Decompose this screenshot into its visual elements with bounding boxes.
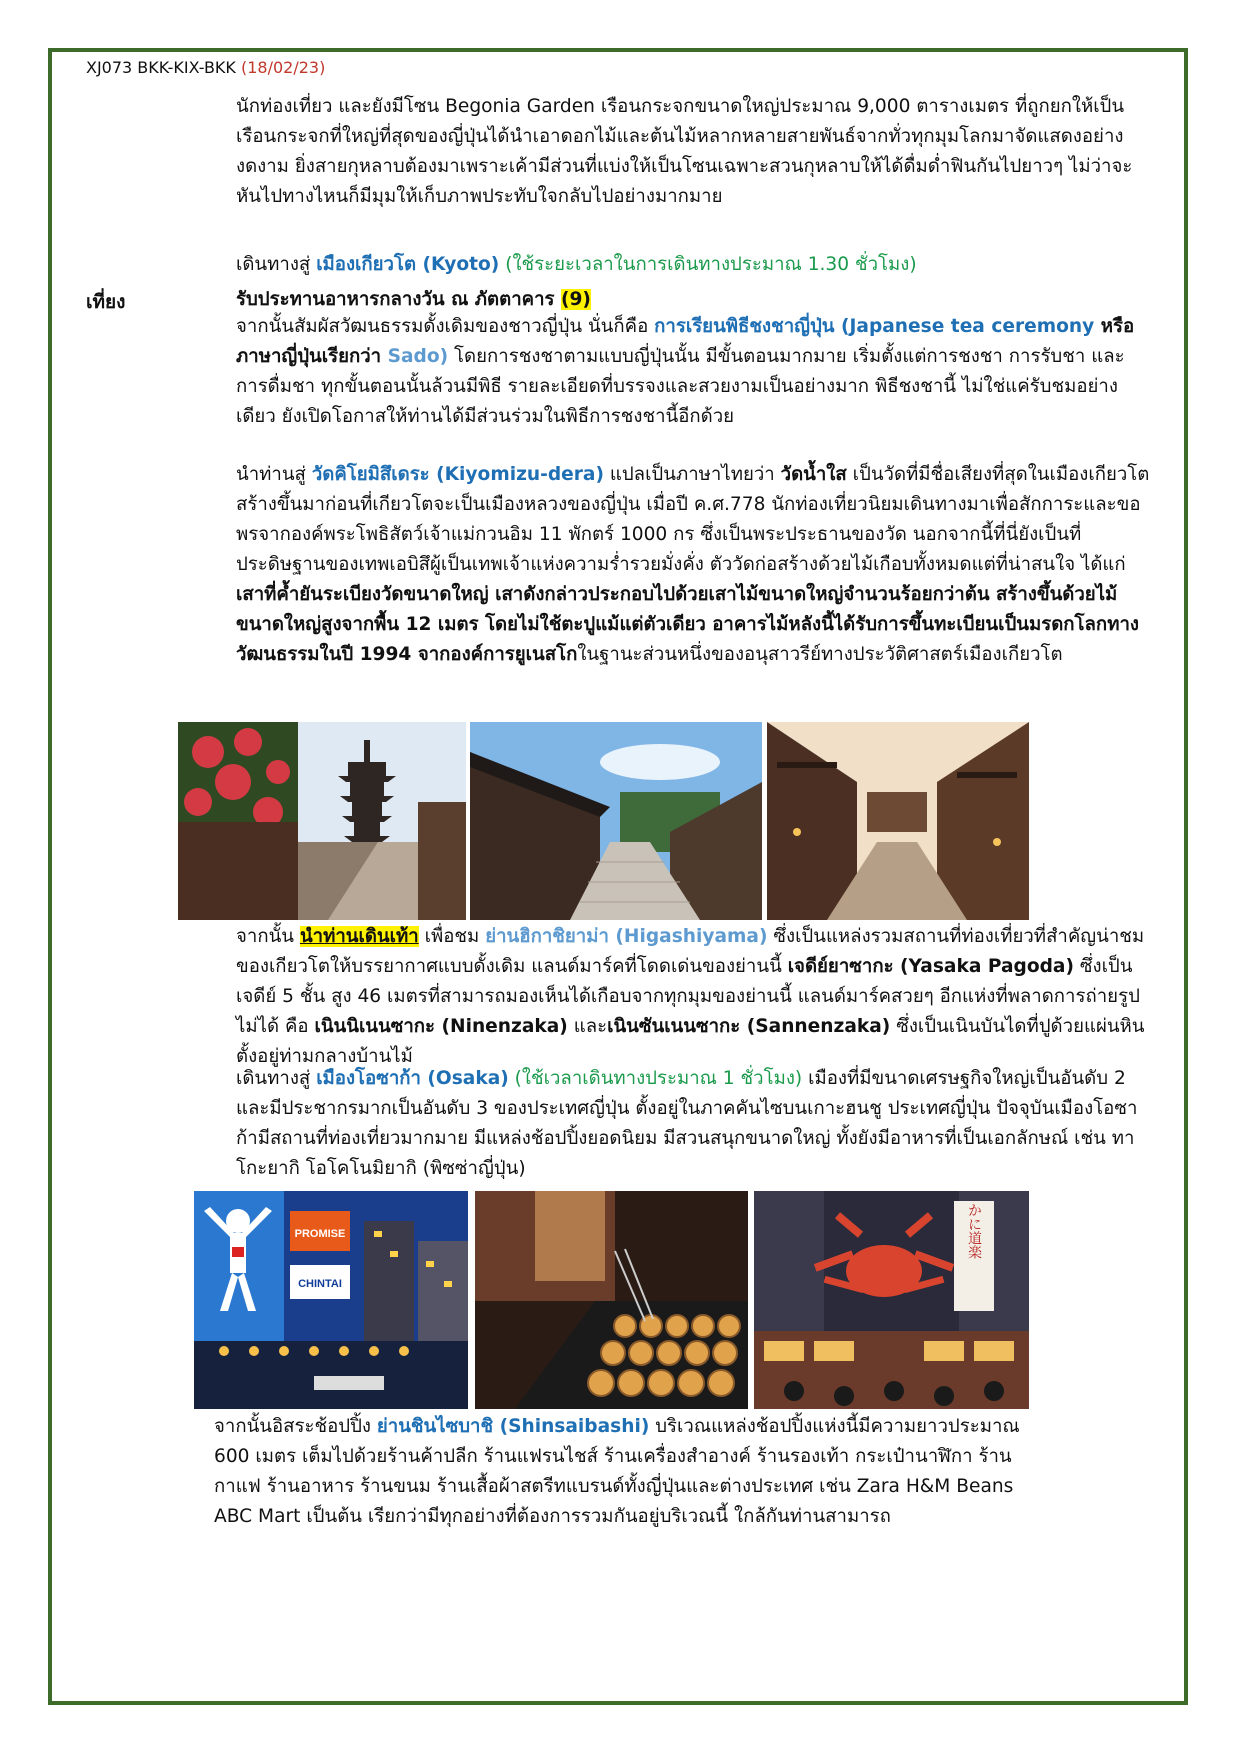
- meal-count-badge: (9): [560, 289, 591, 310]
- photo-takoyaki: [475, 1191, 748, 1409]
- kyoto-travel-time: (ใช้ระยะเวลาในการเดินทางประมาณ 1.30 ชั่วโมง): [499, 254, 917, 275]
- photo-sannenzaka-street: [767, 722, 1029, 920]
- sign-kani-doraku: かに道楽: [966, 1203, 982, 1259]
- sign-promise: PROMISE: [294, 1228, 346, 1240]
- tour-code: XJ073 BKK-KIX-BKK: [86, 58, 236, 77]
- walk-highlight: นำท่านเดินเท้า: [299, 926, 419, 947]
- photo-yasaka-pagoda: [178, 722, 466, 920]
- tea-ceremony-paragraph: จากนั้นสัมผัสวัฒนธรรมดั้งเดิมของชาวญี่ปุ่น นั่นก็คือ การเรียนพิธีชงชาญี่ปุ่น (Japanese tea ceremony หรือภาษาญี่ปุ่นเรียกว่า Sado) โดยการชงชาตามแบบญี่ปุ่นนั้น มีขั้นตอนมากมาย เริ่มตั้งแต่การชงชา การรับชา และการดื่มชา ทุกขั้นตอนนั้นล้วนมีพิธี รายละเอียดที่บรรจงและสวยงามเป็นอย่างมาก พิธีชงชานี้ ไม่ใช่แค่รับชมอย่างเดียว ยังเปิดโอกาสให้ท่านได้มีส่วนร่วมในพิธีการชงชานี้อีกด้วย: [236, 316, 1135, 427]
- tour-date: (18/02/23): [241, 58, 326, 77]
- higashiyama-paragraph: จากนั้น นำท่านเดินเท้า เพื่อชม ย่านฮิกาชิยาม่า (Higashiyama) ซึ่งเป็นแหล่งรวมสถานที่ท่องเที่ยวที่สำคัญน่าชมของเกียวโตให้บรรยากาศแบบดั้งเดิม แลนด์มาร์คที่โดดเด่นของย่านนี้ เจดีย์ยาซากะ (Yasaka Pagoda) ซึ่งเป็นเจดีย์ 5 ชั้น สูง 46 เมตรที่สามารถมองเห็นได้เกือบจากทุกมุมของย่านนี้ แลนด์มาร์คสวยๆ อีกแห่งที่พลาดการถ่ายรูปไม่ได้ คือ เนินนิเนนซากะ (Ninenzaka) และเนินซันเนนซากะ (Sannenzaka) ซึ่งเป็นเนินบันไดที่ปูด้วยแผ่นหินตั้งอยู่ท่ามกลางบ้านไม้: [236, 926, 1145, 1067]
- meal-label-lunch: เที่ยง: [86, 291, 126, 313]
- kyoto-place: เมืองเกียวโต (Kyoto): [316, 254, 500, 275]
- begonia-paragraph: นักท่องเที่ยว และยังมีโซน Begonia Garden เรือนกระจกขนาดใหญ่ประมาณ 9,000 ตารางเมตร ที่ถูกยกให้เป็นเรือนกระจกที่ใหญ่ที่สุดของญี่ปุ่นได้นำเอาดอกไม้และต้นไม้หลากหลายสายพันธ์จากทั่วทุกมุมโลกมาจัดแสดงอย่างงดงาม ยิ่งสายกุหลาบต้องมาเพราะเค้ามีส่วนที่แบ่งให้เป็นโซนเฉพาะสวนกุหลาบให้ได้ดื่มด่ำฟินกันไปยาวๆ ไม่ว่าจะหันไปทางไหนก็มีมุมให้เก็บภาพประทับใจกลับไปอย่างมากมาย: [236, 96, 1133, 207]
- photo-kani-doraku-crab: [754, 1191, 1029, 1409]
- photo-dotonbori-glico: [194, 1191, 468, 1409]
- osaka-paragraph: เดินทางสู่ เมืองโอซาก้า (Osaka) (ใช้เวลาเดินทางประมาณ 1 ชั่วโมง) เมืองที่มีขนาดเศรษฐกิจใหญ่เป็นอันดับ 2 และมีประชากรมากเป็นอันดับ 3 ของประเทศญี่ปุ่น ตั้งอยู่ในภาคคันไซบนเกาะฮนชู ประเทศญี่ปุ่น ปัจจุบันเมืองโอซาก้ามีสถานที่ท่องเที่ยวมากมาย มีแหล่งช้อปปิ้งยอดนิยม มีสวนสนุกขนาดใหญ่ ทั้งยังมีอาหารที่เป็นเอกลักษณ์ เช่น ทาโกะยากิ โอโคโนมิยากิ (พิซซ่าญี่ปุ่น): [236, 1068, 1138, 1179]
- sign-chintai: CHINTAI: [298, 1278, 342, 1290]
- photo-ninenzaka-street: [470, 722, 762, 920]
- lunch-line: รับประทานอาหารกลางวัน ณ ภัตตาคาร (9): [236, 289, 591, 310]
- shinsaibashi-paragraph: จากนั้นอิสระช้อปปิ้ง ย่านชินไซบาชิ (Shinsaibashi) บริเวณแหล่งช้อปปิ้งแห่งนี้มีความยาวประมาณ 600 เมตร เต็มไปด้วยร้านค้าปลีก ร้านแฟรนไชส์ ร้านเครื่องสำอางค์ ร้านรองเท้า กระเป๋านาฬิกา ร้านกาแฟ ร้านอาหาร ร้านขนม ร้านเสื้อผ้าสตรีทแบรนด์ทั้งญี่ปุ่นและต่างประเทศ เช่น Zara H&M Beans ABC Mart เป็นต้น เรียกว่ามีทุกอย่างที่ต้องการรวมกันอยู่บริเวณนี้ ใกล้กันท่านสามารถ: [214, 1416, 1020, 1527]
- travel-kyoto-line: เดินทางสู่ เมืองเกียวโต (Kyoto) (ใช้ระยะเวลาในการเดินทางประมาณ 1.30 ชั่วโมง): [236, 254, 917, 275]
- tour-header: [86, 58, 325, 77]
- kiyomizu-paragraph: นำท่านสู่ วัดคิโยมิสึเดระ (Kiyomizu-dera) แปลเป็นภาษาไทยว่า วัดน้ำใส เป็นวัดที่มีชื่อเสียงที่สุดในเมืองเกียวโต สร้างขึ้นมาก่อนที่เกียวโตจะเป็นเมืองหลวงของญี่ปุ่น เมื่อปี ค.ศ.778 นักท่องเที่ยวนิยมเดินทางมาเพื่อสักการะและขอพรจากองค์พระโพธิสัตว์เจ้าแม่กวนอิม 11 พักตร์ 1000 กร ซึ่งเป็นพระประธานของวัด นอกจากนี้ที่นี่ยังเป็นที่ประดิษฐานของเทพเอบิสึผู้เป็นเทพเจ้าแห่งความร่ำรวยมั่งคั่ง ตัววัดก่อสร้างด้วยไม้เกือบทั้งหมดแต่ที่น่าสนใจ ได้แก่ เสาที่ค้ำยันระเบียงวัดขนาดใหญ่ เสาดังกล่าวประกอบไปด้วยเสาไม้ขนาดใหญ่จำนวนร้อยกว่าต้น สร้างขึ้นด้วยไม้ขนาดใหญ่สูงจากพื้น 12 เมตร โดยไม่ใช้ตะปูแม้แต่ตัวเดียว อาคารไม้หลังนี้ได้รับการขึ้นทะเบียนเป็นมรดกโลกทางวัฒนธรรมในปี 1994 จากองค์การยูเนสโกในฐานะส่วนหนึ่งของอนุสาวรีย์ทางประวัติศาสตร์เมืองเกียวโต: [236, 464, 1150, 665]
